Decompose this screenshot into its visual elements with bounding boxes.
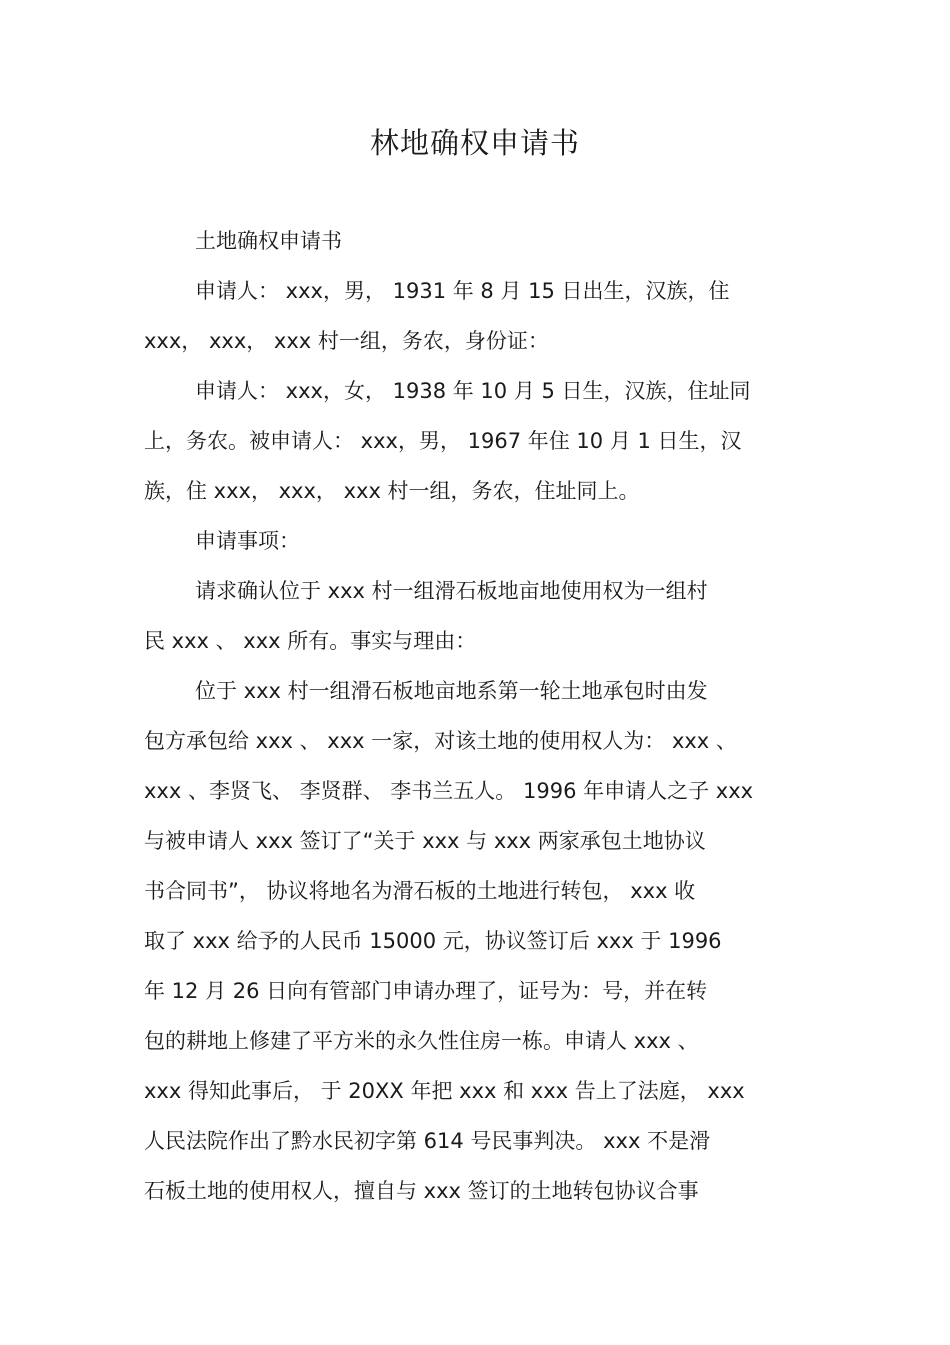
body-line: 包的耕地上修建了平方米的永久性住房一栋。申请人 xxx 、: [144, 1029, 699, 1053]
body-line: 申请人： xxx，男， 1931 年 8 月 15 日出生，汉族，住: [195, 279, 730, 303]
body-line: xxx 得知此事后， 于 20XX 年把 xxx 和 xxx 告上了法庭， xxx: [144, 1079, 745, 1103]
body-line: 土地确权申请书: [195, 229, 342, 253]
body-line: 包方承包给 xxx 、 xxx 一家，对该土地的使用权人为： xxx 、: [144, 729, 737, 753]
document-body: [144, 222, 816, 1222]
body-line: 请求确认位于 xxx 村一组滑石板地亩地使用权为一组村: [195, 579, 708, 603]
body-line: xxx， xxx， xxx 村一组，务农，身份证：: [144, 329, 549, 353]
body-line: 民 xxx 、 xxx 所有。事实与理由：: [144, 629, 477, 653]
body-line: 年 12 月 26 日向有管部门申请办理了，证号为：号，并在转: [144, 979, 708, 1003]
body-line: 族，住 xxx， xxx， xxx 村一组，务农，住址同上。: [144, 479, 640, 503]
body-line: 位于 xxx 村一组滑石板地亩地系第一轮土地承包时由发: [195, 679, 708, 703]
document-title: 林地确权申请书: [369, 126, 580, 160]
body-line: xxx 、李贤飞、 李贤群、 李书兰五人。 1996 年申请人之子 xxx: [144, 779, 754, 803]
body-line: 上，务农。被申请人： xxx，男， 1967 年住 10 月 1 日生，汉: [144, 429, 742, 453]
body-line: 书合同书”， 协议将地名为滑石板的土地进行转包， xxx 收: [144, 879, 696, 903]
body-line: 申请人： xxx，女， 1938 年 10 月 5 日生，汉族，住址同: [195, 379, 751, 403]
body-line: 人民法院作出了黔水民初字第 614 号民事判决。 xxx 不是滑: [144, 1129, 711, 1153]
body-line: 取了 xxx 给予的人民币 15000 元，协议签订后 xxx 于 1996: [144, 929, 722, 953]
body-line: 申请事项：: [195, 529, 300, 553]
body-line: 与被申请人 xxx 签订了“关于 xxx 与 xxx 两家承包土地协议: [144, 829, 706, 853]
body-line: 石板土地的使用权人，擅自与 xxx 签订的土地转包协议合事: [144, 1179, 699, 1203]
